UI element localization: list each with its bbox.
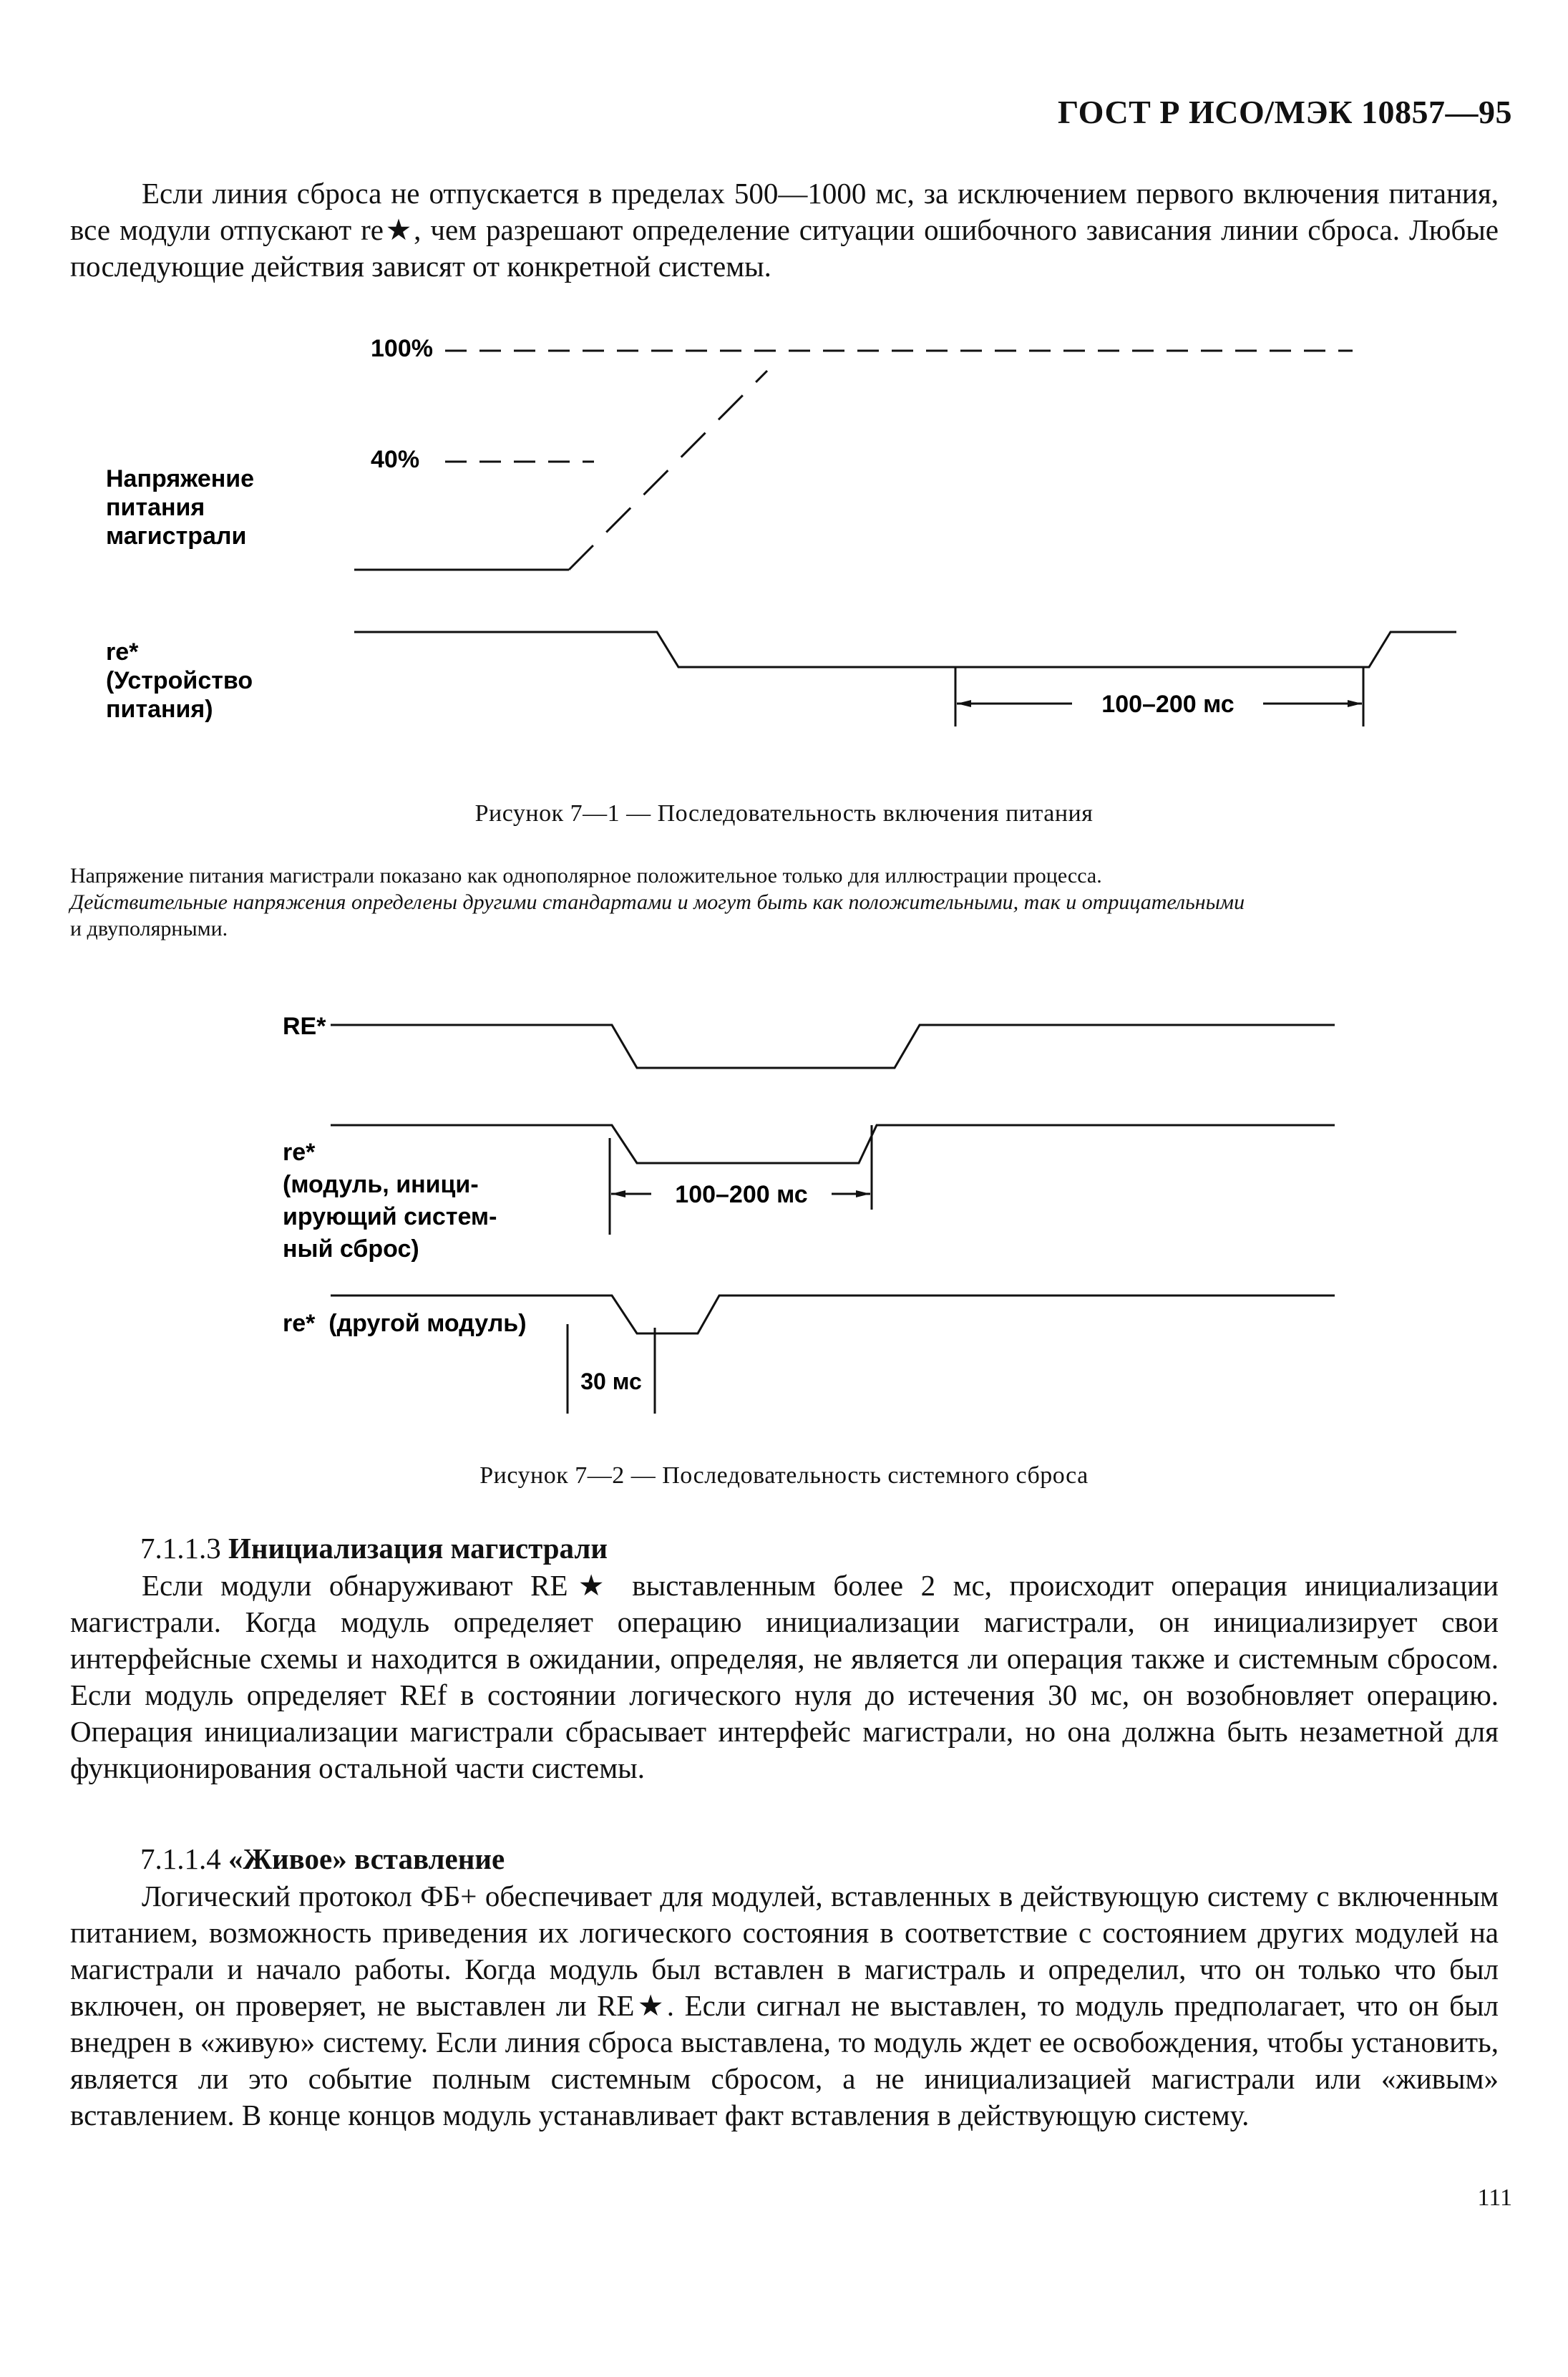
short-interval-label: 30 мс (580, 1369, 642, 1394)
system-reset-timing-diagram (0, 991, 1568, 1435)
section-7-1-1-3-body: Если модули обнаруживают RE★ выставленным более 2 мс, происходит операция инициализации магистрали. Когда модуль определяет операцию инициализации магистрали, он инициализирует свои интерфейсные схемы и находится в ожидании, определяя, не является ли операция также и системным сбросом. Если модуль определяет REf в состоянии логического нуля до истечения 30 мс, он возобновляет операцию. Операция инициализации магистрали сбрасывает интерфейс магистрали, но она должна быть незаметной для функционирования остальной части системы. (70, 1569, 1499, 1784)
section-title: Инициализация магистрали (228, 1532, 608, 1565)
re-other-label: re* (другой модуль) (283, 1310, 527, 1337)
section-number: 7.1.1.3 (140, 1532, 221, 1565)
voltage-label-line2: питания (106, 494, 205, 521)
page-number: 111 (1477, 2184, 1512, 2211)
module-interval-label: 100–200 мс (675, 1181, 808, 1208)
section-title: «Живое» вставление (228, 1842, 505, 1875)
note-line1: Напряжение питания магистрали показано как однополярное положительное только для иллюстрации процесса. (70, 864, 1102, 888)
re-module-label-line1: re* (283, 1139, 316, 1166)
document-header: ГОСТ Р ИСО/МЭК 10857—95 (1058, 94, 1512, 130)
re-supply-label-line3: питания) (106, 696, 213, 723)
re-module-label-line4: ный сброс) (283, 1235, 419, 1263)
re-bus-label: RE* (283, 1013, 326, 1040)
level-100-label: 100% (371, 335, 433, 362)
note-line3: и двуполярными. (70, 917, 228, 940)
re-supply-waveform (354, 632, 1456, 667)
re-bus-waveform (331, 1025, 1335, 1068)
voltage-label-line3: магистрали (106, 522, 247, 550)
intro-paragraph: Если линия сброса не отпускается в пределах 500—1000 мс, за исключением первого включения питания, все модули отпускают re★, чем разрешают определение ситуации ошибочного зависания линии сброса. Любые последующие действия зависят от конкретной системы. (70, 177, 1499, 283)
voltage-label-line1: Напряжение (106, 465, 255, 492)
section-7-1-1-4-heading (140, 1841, 505, 1877)
figure-system-reset-sequence (0, 991, 1568, 1435)
note-line2: Действительные напряжения определены другими стандартами и могут быть как положительными, так и отрицательными (70, 890, 1245, 914)
re-module-label-line3: ирующий систем- (283, 1203, 497, 1230)
section-7-1-1-4-body: Логический протокол ФБ+ обеспечивает для модулей, вставленных в действующую систему с включенным питанием, возможность приведения их логического состояния в соответствие с состоянием других модулей на магистрали и начало работы. Когда модуль был вставлен в магистраль и определил, что он только что был включен, он проверяет, не выставлен ли RE★. Если сигнал не выставлен, то модуль предполагает, что он был внедрен в «живую» систему. Если линия сброса выставлена, то модуль ждет ее освобождения, чтобы установить, является ли это событие полным системным сбросом, а не инициализацией магистрали или «живым» вставлением. В конце концов модуль устанавливает факт вставления в действующую систему. (70, 1880, 1499, 2131)
re-supply-label-line2: (Устройство (106, 667, 253, 694)
interval-label: 100–200 мс (1101, 691, 1235, 718)
re-module-label-line2: (модуль, иници- (283, 1171, 479, 1198)
section-number: 7.1.1.4 (140, 1842, 221, 1875)
section-7-1-1-3-heading (140, 1530, 608, 1567)
figure1-note (70, 862, 1499, 942)
figure2-caption: Рисунок 7—2 — Последовательность системного сброса (479, 1462, 1089, 1489)
voltage-ramp-line (569, 371, 767, 570)
re-module-waveform (331, 1125, 1335, 1163)
figure1-caption: Рисунок 7—1 — Последовательность включения питания (474, 800, 1094, 827)
power-on-timing-diagram (0, 315, 1568, 752)
level-40-label: 40% (371, 446, 420, 473)
re-supply-label-line1: re* (106, 638, 139, 666)
figure-power-on-sequence (0, 315, 1568, 752)
